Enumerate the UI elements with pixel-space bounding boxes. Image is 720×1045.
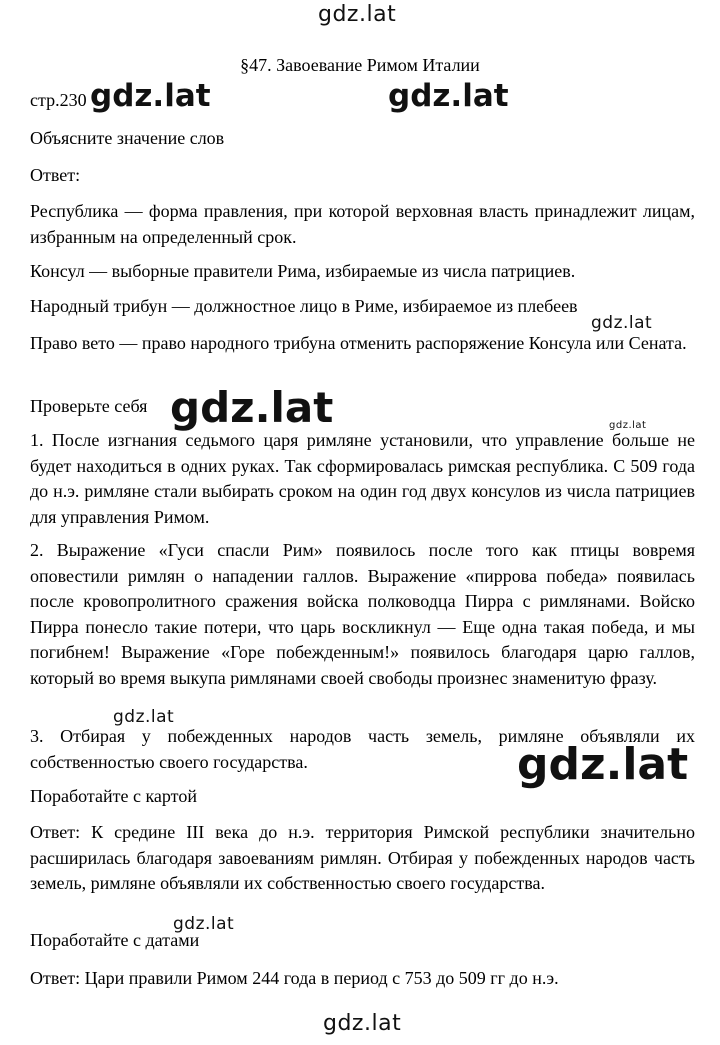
watermark-5: gdz.lat bbox=[170, 383, 334, 432]
term-tribune: Народный трибун — должностное лицо в Риме, избираемое из плебеев bbox=[30, 296, 578, 316]
watermark-3: gdz.lat bbox=[591, 313, 653, 333]
page-ref: стр.230 bbox=[30, 90, 87, 110]
watermark-top: gdz.lat bbox=[318, 2, 397, 27]
section-dates-heading: Поработайте с датами bbox=[30, 930, 200, 950]
answer-1: 1. После изгнания седьмого царя римляне установили, что управление больше не будет находиться в одних руках. Так сформировалась римская республика. С 509 года до н.э. римляне стали выбирать сроком на один год двух консулов из числа патрициев для управления Римом. bbox=[30, 430, 695, 527]
answer-2: 2. Выражение «Гуси спасли Рим» появилось после того как птицы вовремя оповестили римлян о нападении галлов. Выражение «пиррова победа» появилась после кровопролитного сражения войска полководца Пирра с римлянами. Войско Пирра понесло такие потери, что царь воскликнул — Еще одна такая победа, и мы погибнем! Выражение «Горе побежденным!» появилось благодаря царю галлов, который во время выкупа римлянами своей свободы произнес знаменитую фразу. bbox=[30, 540, 695, 688]
section-terms-heading: Объясните значение слов bbox=[30, 128, 225, 148]
watermark-7: gdz.lat bbox=[517, 739, 689, 790]
section-check-heading: Проверьте себя bbox=[30, 396, 148, 416]
section-map-heading: Поработайте с картой bbox=[30, 786, 197, 806]
watermark-8: gdz.lat bbox=[173, 914, 235, 934]
watermark-4: gdz.lat bbox=[609, 420, 647, 431]
term-veto: Право вето — право народного трибуна отменить распоряжение Консула или Сената. bbox=[30, 333, 687, 353]
watermark-bottom: gdz.lat bbox=[323, 1011, 402, 1036]
map-answer: Ответ: К средине III века до н.э. территория Римской республики значительно расширилась благодаря завоеваниям римлян. Отбирая у побежденных народов часть земель, римляне объявляли их собственностью своего государства. bbox=[30, 822, 695, 893]
watermark-6: gdz.lat bbox=[113, 707, 175, 727]
watermark-2: gdz.lat bbox=[388, 78, 509, 114]
page-title: §47. Завоевание Римом Италии bbox=[240, 55, 480, 75]
answer-3: 3. Отбирая у побежденных народов часть земель, римляне объявляли их собственностью своего государства. bbox=[30, 726, 695, 772]
dates-answer: Ответ: Цари правили Римом 244 года в период с 753 до 509 гг до н.э. bbox=[30, 968, 559, 988]
answer-label: Ответ: bbox=[30, 165, 81, 185]
term-consul: Консул — выборные правители Рима, избираемые из числа патрициев. bbox=[30, 261, 576, 281]
watermark-1: gdz.lat bbox=[90, 78, 211, 114]
term-republic: Республика — форма правления, при которой верховная власть принадлежит лицам, избранным на определенный срок. bbox=[30, 201, 695, 247]
